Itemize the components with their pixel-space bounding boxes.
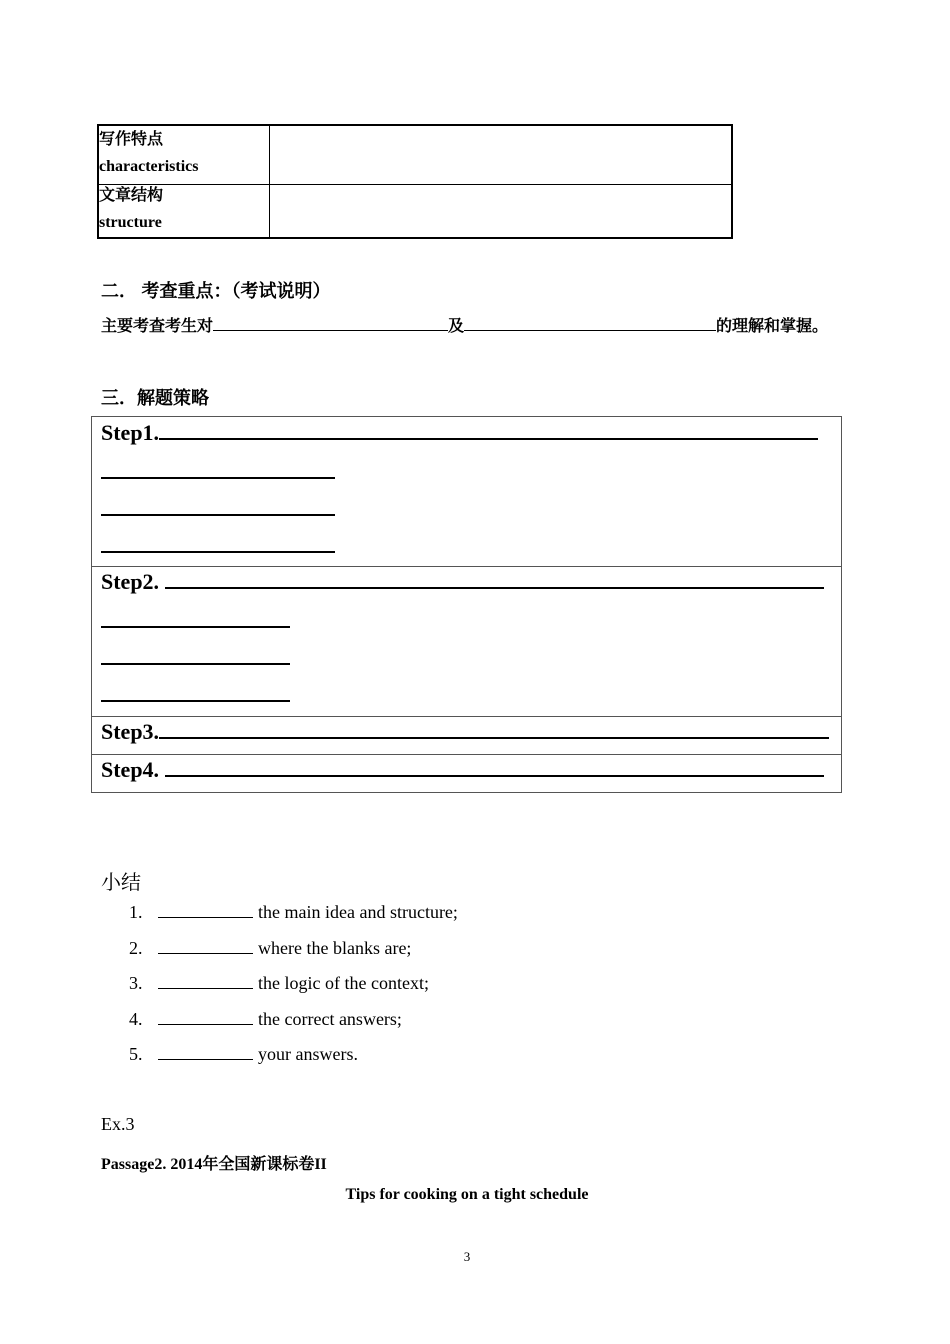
fill-blank <box>159 717 829 739</box>
strategy-table <box>91 416 842 793</box>
item-number: 3. <box>129 973 143 993</box>
fill-blank <box>101 663 290 665</box>
section-heading-2: 二． 考查重点：（考试说明） <box>101 281 331 301</box>
step-2-row <box>101 567 824 596</box>
label-cn: 文章结构 <box>99 187 164 204</box>
item-text: your answers. <box>258 1044 358 1064</box>
label-cn: 写作特点 <box>99 131 164 148</box>
fill-blank <box>158 1043 253 1060</box>
column-divider <box>269 126 270 237</box>
line-suffix: 的理解和掌握。 <box>716 318 829 335</box>
exam-focus-line <box>101 313 828 336</box>
label-en: structure <box>99 214 162 231</box>
passage-source: Passage2. 2014年全国新课标卷II <box>101 1156 327 1173</box>
fill-blank <box>165 755 824 777</box>
table-row-characteristics <box>99 126 731 185</box>
item-number: 2. <box>129 938 143 958</box>
fill-blank <box>158 937 253 954</box>
fill-blank <box>101 477 335 479</box>
summary-title: 小结 <box>101 872 141 894</box>
fill-blank <box>101 551 335 553</box>
fill-blank <box>101 514 335 516</box>
fill-blank <box>159 418 818 440</box>
item-text: the main idea and structure; <box>258 902 458 922</box>
label-en: characteristics <box>99 158 199 175</box>
step-label: Step2. <box>101 569 160 594</box>
list-item <box>129 972 429 994</box>
step-label: Step3. <box>101 719 160 744</box>
list-item <box>129 1043 358 1065</box>
step-3-row <box>101 717 829 746</box>
list-item <box>129 1008 402 1030</box>
line-prefix: 主要考查考生对 <box>101 318 214 335</box>
list-item <box>129 937 411 959</box>
page-number: 3 <box>463 1249 471 1264</box>
fill-blank <box>158 972 253 989</box>
row-label <box>99 126 199 180</box>
fill-blank <box>101 700 290 702</box>
info-table <box>97 124 733 239</box>
step-4-row <box>101 755 824 784</box>
item-number: 1. <box>129 902 143 922</box>
passage-title: Tips for cooking on a tight schedule <box>345 1186 589 1203</box>
step-1-row <box>101 418 818 447</box>
step-label: Step4. <box>101 757 160 782</box>
list-item <box>129 901 458 923</box>
item-text: the logic of the context; <box>258 973 429 993</box>
line-mid: 及 <box>448 318 465 335</box>
row-label <box>99 182 163 236</box>
fill-blank <box>158 901 253 918</box>
item-number: 5. <box>129 1044 143 1064</box>
exercise-label: Ex.3 <box>101 1114 135 1134</box>
fill-blank <box>158 1008 253 1025</box>
item-number: 4. <box>129 1009 143 1029</box>
fill-blank <box>213 316 448 331</box>
table-row-structure <box>99 184 731 237</box>
item-text: where the blanks are; <box>258 938 412 958</box>
fill-blank <box>165 567 824 589</box>
item-text: the correct answers; <box>258 1009 402 1029</box>
fill-blank <box>101 626 290 628</box>
fill-blank <box>464 316 716 331</box>
section-heading-3: 三．解题策略 <box>101 388 209 408</box>
step-label: Step1. <box>101 420 160 445</box>
